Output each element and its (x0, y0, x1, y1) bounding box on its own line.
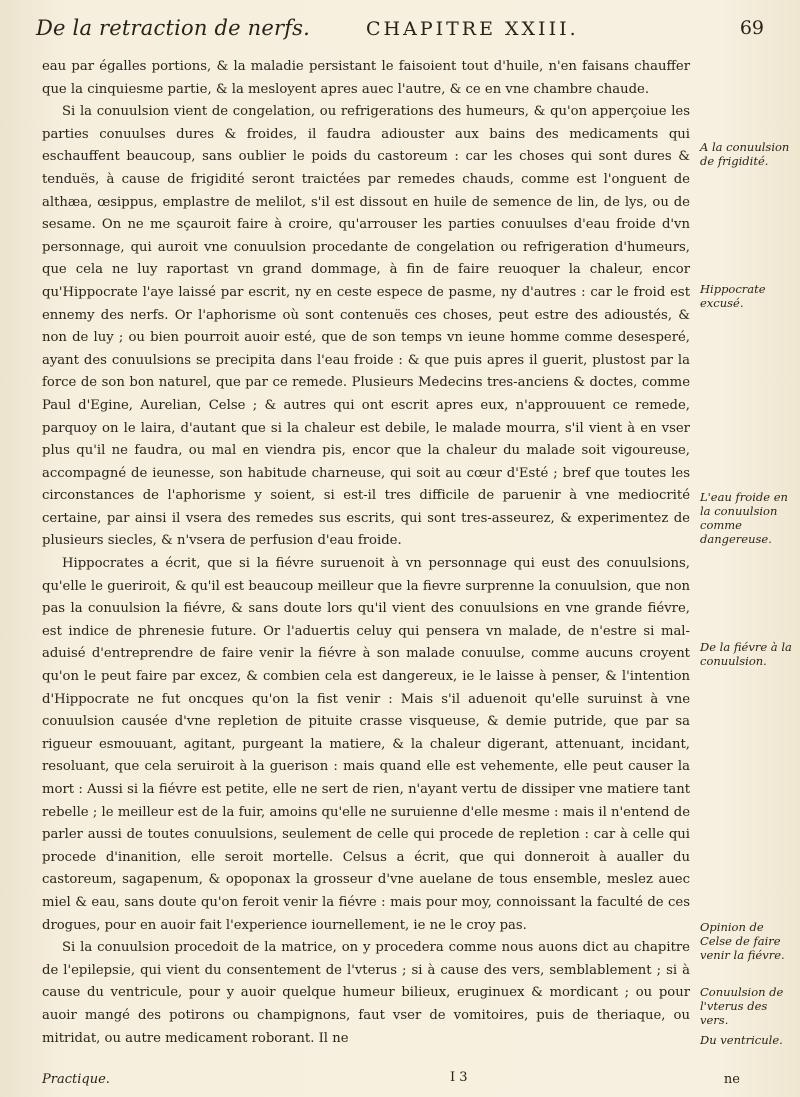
paragraph-congelation: Si la conuulsion vient de congelation, ou refrigerations des humeurs, & qu'on apperçoiue les parties conuulses dures & froides, il faudra adiouster aux bains des medicaments qui eschauffent beaucoup, sans oublier le poids du castoreum : car les choses qui sont dures & tenduës, à cause de frigidité seront traictées par remedes chauds, comme est l'onguent de althæa, œsippus, emplastre de melilot, s'il est dissout en huile de semence de lin, de lys, ou de sesame. On ne me sçauroit faire à croire, qu'arrouser les parties conuulses d'eau froide d'vn personnage, qui auroit vne conuulsion procedante de congelation ou refrigeration d'humeurs, que cela ne luy raportast vn grand dommage, à fin de faire reuoquer la chaleur, encor qu'Hippocrate l'aye laissé par escrit, ny en ceste espece de pasme, ny d'autres : car le froid est ennemy des nerfs. Or l'aphorisme où sont contenuës ces choses, peut estre des adioustés, & non de luy ; ou bien pourroit auoir esté, que de son temps vn ieune homme comme desesperé, ayant des conuulsions se precipita dans l'eau froide : & que puis apres il guerit, plustost par la force de son bon naturel, que par ce remede. Plusieurs Medecins tres-anciens & doctes, comme Paul d'Egine, Aurelian, Celse ; & autres qui ont escrit apres eux, n'approuuent ce remede, parquoy on le laira, d'autant que si la chaleur est debile, le malade mourra, s'il vient à en vser plus qu'il ne faudra, ou mal en viendra pis, encor que la chaleur du malade soit vigoureuse, accompagné de ieunesse, son habitude charneuse, qui soit au cœur d'Esté ; bref que toutes les circonstances de l'aphorisme y soient, si est-il tres difficile de paruenir à vne mediocrité certaine, par ainsi il vsera des remedes sus escrits, qui sont tres-asseurez, & experimentez de plusieurs siecles, & n'vsera de perfusion d'eau froide. (42, 104, 690, 549)
margin-note-ventricule: Du ventricule. (700, 1033, 783, 1047)
page-header (36, 14, 764, 44)
page-number: 69 (739, 17, 764, 39)
margin-note-vterus: Conuulsion de l'vterus des vers. (700, 985, 784, 1027)
running-title: De la retraction de nerfs. (36, 16, 311, 40)
margin-note-eau-froide: L'eau froide en la conuulsion comme dangereuse. (700, 490, 788, 546)
margin-note-celse: Opinion de Celse de faire venir la fiévre. (700, 920, 785, 962)
catchword-right: ne (723, 1072, 740, 1087)
margin-note-hippocrate: Hippocrate excusé. (700, 282, 766, 310)
paragraph-fievre: Hippocrates a écrit, que si la fiévre suruenoit à vn personnage qui eust des conuulsions, qu'elle le gueriroit, & qu'il est beaucoup meilleur que la fievre surprenne la conuulsion, que non pas la conuulsion la fiévre, & sans doute lors qu'il vient des conuulsions en vne grande fiévre, est indice de phrenesie future. Or l'aduertis celuy qui pensera vn malade, de n'estre si mal-aduisé d'entreprendre de faire venir la fiévre à son malade conuulse, comme aucuns croyent qu'on le peut faire par excez, & combien cela est dangereux, ie le laisse à penser, & l'intention d'Hippocrate ne fut oncques qu'on la fist venir : Mais s'il aduenoit qu'elle suruinst à vne conuulsion causée d'vne repletion de pituite crasse visqueuse, & demie putride, que par sa rigueur esmouuant, agitant, purgeant la matiere, & la chaleur digerant, attenuant, incidant, resoluant, que cela seruiroit à la guerison : mais quand elle est vehemente, elle peut causer la mort : Aussi si la fiévre est petite, elle ne sert de rien, n'ayant vertu de dissiper vne matiere tant rebelle ; le meilleur est de la fuir, amoins qu'elle ne suruienne d'elle mesme : mais il n'entend de parler aussi de toutes conuulsions, seulement de celle qui procede de repletion : car à celle qui procede d'inanition, elle seroit mortelle. Celsus a écrit, que qui donneroit à aualler du castoreum, sagapenum, & opoponax la grosseur d'vne auelane de tous ensemble, meslez auec miel & eau, sans doute qu'on feroit venir la fiévre : mais pour moy, connoissant la faculté de ces drogues, pour en auoir fait l'experience iournellement, ie ne le croy pas. (42, 556, 690, 933)
margin-note-frigidite: A la conuulsion de frigidité. (700, 140, 790, 168)
margin-note-fievre: De la fiévre à la conuulsion. (700, 640, 792, 668)
paragraph-matrice: Si la conuulsion procedoit de la matrice, on y procedera comme nous auons dict au chapitre de l'epilepsie, qui vient du consentement de l'vterus ; si à cause des vers, semblablement ; si à cause du ventricule, pour y auoir quelque humeur bilieux, eruginuex & mordicant ; ou pour auoir mangé des potirons ou champignons, faut vser de vomitoires, puis de theriaque, ou mitridat, ou autre medicament roborant. Il ne (42, 940, 690, 1046)
paragraph-continuation: eau par égalles portions, & la maladie persistant le faisoient tout d'huile, n'en faisans chauffer que la cinquiesme partie, & la mesloyent apres auec l'autre, & ce en vne chambre chaude. (42, 59, 690, 97)
catchword-left: Practique. (42, 1072, 110, 1087)
chapter-heading: CHAPITRE XXIII. (366, 18, 579, 40)
signature-mark: I 3 (450, 1070, 468, 1085)
page-footer (42, 1072, 740, 1092)
body-text (42, 56, 690, 1050)
